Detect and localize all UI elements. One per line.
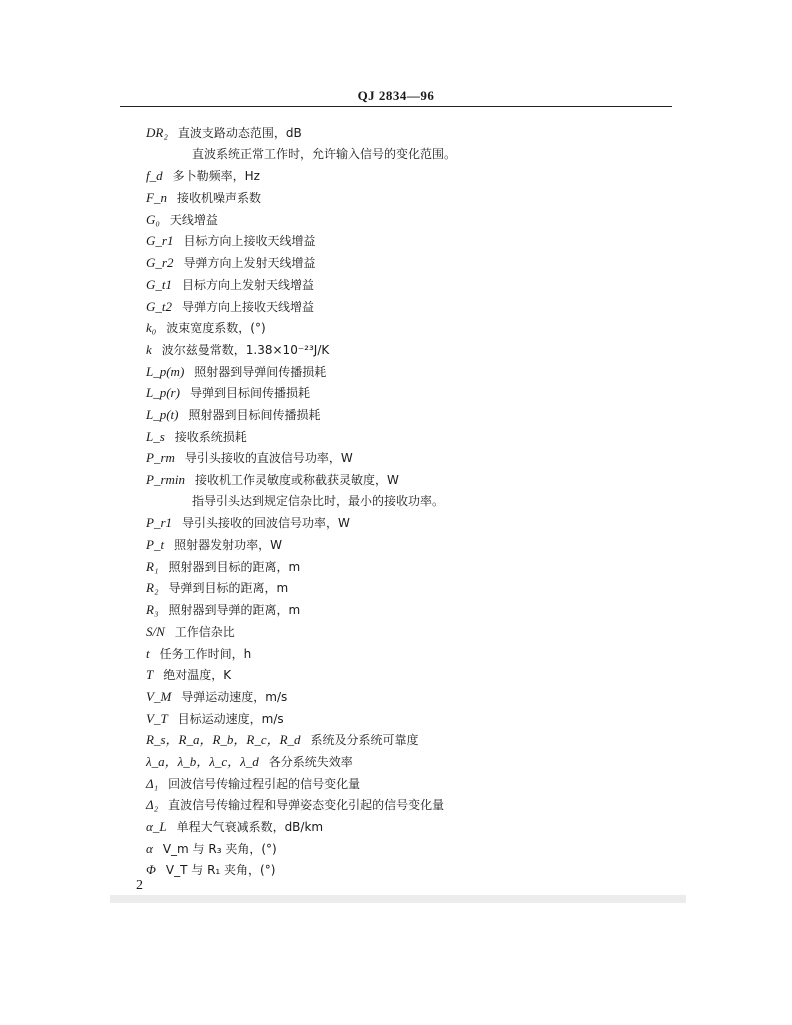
symbol-description: 波尔兹曼常数，1.38×10⁻²³J/K: [161, 342, 330, 357]
symbol-row: [146, 230, 676, 252]
symbol: G_t1: [146, 276, 172, 292]
symbol-description: 导引头接收的直波信号功率，W: [184, 451, 353, 466]
symbol: P_rm: [146, 450, 175, 466]
symbol: k₀: [146, 320, 157, 336]
symbol-row: [146, 361, 676, 383]
symbol: S/N: [146, 623, 165, 639]
symbol: L_p(m): [146, 363, 185, 379]
symbol-description: 导弹方向上接收天线增益: [182, 299, 315, 314]
symbol: G_t2: [146, 298, 172, 314]
symbol-row: [146, 838, 676, 860]
symbol-description: 导弹到目标的距离，m: [168, 581, 289, 596]
symbol-description: 指导引头达到规定信杂比时，最小的接收功率。: [192, 493, 445, 508]
symbol: V_T: [146, 710, 168, 726]
symbol-row: [146, 187, 676, 209]
symbol: R₂: [146, 580, 159, 596]
symbol-row: [146, 447, 676, 469]
symbol: G_r2: [146, 255, 174, 271]
scan-shading: [110, 895, 686, 903]
symbol: λ_a，λ_b，λ_c，λ_d: [146, 753, 259, 769]
symbol-description: 绝对温度，K: [163, 668, 232, 683]
symbol-description: 系统及分系统可靠度: [310, 733, 419, 748]
symbol-description: 导弹方向上发射天线增益: [183, 256, 316, 271]
symbol-description: V_m 与 R₃ 夹角，(°): [162, 841, 277, 856]
symbol-row: [146, 426, 676, 448]
symbol-description: 目标方向上接收天线增益: [183, 234, 316, 249]
symbol-description: 照射器到导弹间传播损耗: [194, 364, 327, 379]
symbol-row: [146, 209, 676, 231]
symbol-description: 波束宽度系数，(°): [166, 321, 266, 336]
symbol-description: 工作信杂比: [174, 624, 235, 639]
page-number: 2: [136, 878, 143, 893]
symbol: R₁: [146, 558, 159, 574]
symbol-description: 目标方向上发射天线增益: [182, 277, 315, 292]
symbol: R_s，R_a，R_b，R_c，R_d: [146, 732, 301, 748]
symbol-description: 回波信号传输过程引起的信号变化量: [168, 776, 361, 791]
symbol-row: [146, 165, 676, 187]
symbol-row: [146, 599, 676, 621]
symbol-row: [146, 382, 676, 404]
symbol-row: [146, 859, 676, 881]
symbol: P_t: [146, 537, 165, 553]
symbol-row: [146, 556, 676, 578]
symbol-description: 多卜勒频率，Hz: [172, 169, 260, 184]
symbol-row: [146, 816, 676, 838]
symbol: α_L: [146, 819, 167, 834]
symbol-list: [146, 122, 676, 881]
symbol-description: 照射器发射功率，W: [174, 538, 282, 553]
symbol-row: [146, 512, 676, 534]
symbol-description: 接收机噪声系数: [176, 191, 261, 206]
symbol-description: 导弹运动速度，m/s: [181, 689, 288, 704]
symbol-row: [146, 534, 676, 556]
symbol-description: 接收机工作灵敏度或称截获灵敏度，W: [195, 473, 399, 487]
symbol-description: 直波支路动态范围，dB: [177, 126, 302, 140]
header-rule: [120, 106, 672, 107]
symbol-row: [146, 643, 676, 665]
symbol-row: [146, 274, 676, 296]
symbol: α: [146, 840, 153, 856]
symbol: V_M: [146, 688, 172, 704]
symbol: G₀: [146, 211, 160, 227]
symbol-description: 照射器到目标的距离，m: [168, 559, 301, 574]
symbol-row: [146, 751, 676, 773]
symbol-row: [146, 621, 676, 643]
symbol: Δ₂: [146, 797, 159, 813]
symbol: G_r1: [146, 233, 174, 249]
symbol: DR₂: [146, 125, 168, 140]
continuation-row: [146, 491, 676, 513]
symbol-description: 照射器到导弹的距离，m: [168, 603, 301, 618]
symbol: P_r1: [146, 515, 172, 531]
symbol-description: 直波系统正常工作时，允许输入信号的变化范围。: [192, 146, 457, 161]
symbol-description: V_T 与 R₁ 夹角，(°): [165, 863, 276, 878]
symbol-row: [146, 296, 676, 318]
symbol-description: 照射器到目标间传播损耗: [188, 407, 321, 422]
symbol-description: 直波信号传输过程和导弹姿态变化引起的信号变化量: [168, 798, 445, 813]
symbol: L_p(t): [146, 406, 179, 422]
symbol: P_rmin: [146, 472, 185, 487]
symbol-row: [146, 317, 676, 339]
symbol: F_n: [146, 190, 167, 206]
symbol-description: 导引头接收的回波信号功率，W: [182, 516, 350, 531]
symbol-row: [146, 469, 676, 491]
symbol-row: [146, 577, 676, 599]
symbol-row: [146, 664, 676, 686]
symbol-row: [146, 252, 676, 274]
symbol: T: [146, 667, 154, 683]
symbol-row: [146, 794, 676, 816]
symbol-row: [146, 708, 676, 730]
symbol-description: 单程大气衰减系数，dB/km: [176, 820, 324, 834]
symbol: L_p(r): [146, 385, 180, 401]
symbol: k: [146, 341, 152, 357]
symbol-description: 各分系统失效率: [268, 754, 353, 769]
standard-code-header: QJ 2834—96: [357, 88, 435, 103]
symbol-row: [146, 729, 676, 751]
symbol: t: [146, 645, 150, 661]
symbol: L_s: [146, 428, 165, 444]
symbol-row: [146, 339, 676, 361]
symbol-description: 导弹到目标间传播损耗: [189, 386, 310, 401]
symbol-description: 天线增益: [169, 212, 218, 227]
symbol-description: 接收系统损耗: [174, 429, 247, 444]
symbol: f_d: [146, 168, 163, 184]
symbol-row: [146, 122, 676, 144]
symbol-row: [146, 404, 676, 426]
symbol: Φ: [146, 862, 156, 878]
symbol-row: [146, 686, 676, 708]
symbol-description: 目标运动速度，m/s: [177, 711, 284, 726]
symbol: Δ₁: [146, 775, 159, 791]
symbol-description: 任务工作时间，h: [159, 646, 252, 661]
symbol: R₃: [146, 602, 159, 618]
symbol-row: [146, 773, 676, 795]
continuation-row: [146, 144, 676, 166]
